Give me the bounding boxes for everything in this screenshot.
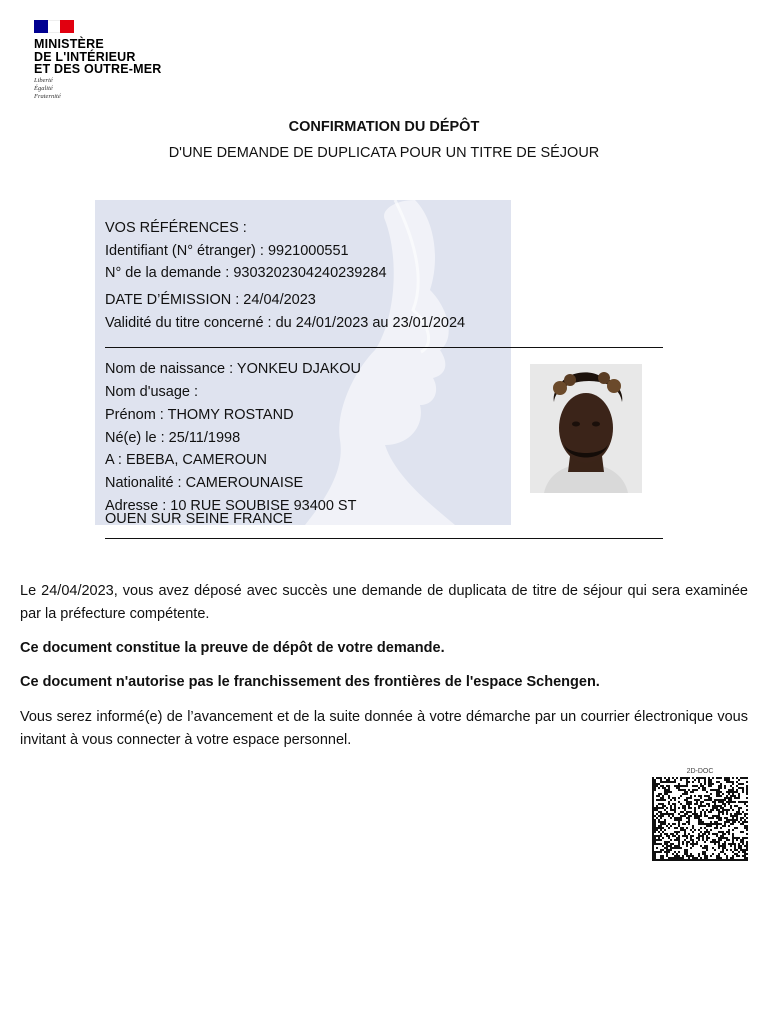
- lieu-naissance: A : EBEBA, CAMEROUN: [105, 452, 267, 468]
- date-naissance: Né(e) le : 25/11/1998: [105, 430, 241, 446]
- numero-demande: N° de la demande : 9303202304240239284: [105, 265, 387, 281]
- paragraph-depot: Le 24/04/2023, vous avez déposé avec succès une demande de duplicata de titre de séjour qui sera examinée par la préfecture compétente.: [20, 583, 748, 622]
- id-photo: [530, 364, 642, 493]
- prenom: Prénom : THOMY ROSTAND: [105, 407, 294, 423]
- motto: [34, 77, 61, 101]
- nom-usage: Nom d'usage :: [105, 384, 199, 400]
- page-subtitle: D'UNE DEMANDE DE DUPLICATA POUR UN TITRE DE SÉJOUR: [168, 145, 600, 161]
- divider-top: [105, 347, 663, 348]
- person-portrait-icon: [530, 364, 642, 493]
- identifiant: Identifiant (N° étranger) : 9921000551: [105, 243, 349, 259]
- nationalite: Nationalité : CAMEROUNAISE: [105, 475, 304, 491]
- adresse-line-1: Adresse : 10 RUE SOUBISE 93400 ST: [105, 498, 357, 514]
- paragraph-schengen: Ce document n'autorise pas le franchissement des frontières de l'espace Schengen.: [20, 674, 600, 690]
- page-title: CONFIRMATION DU DÉPÔT: [288, 119, 480, 135]
- motto-line-2: Égalité: [34, 85, 53, 92]
- adresse-line-2: OUEN SUR SEINE FRANCE: [105, 511, 293, 527]
- paragraph-information: Vous serez informé(e) de l’avancement et de la suite donnée à votre démarche par un courrier électronique vous invitant à vous connecter à votre espace personnel.: [20, 709, 748, 748]
- datamatrix-code-icon: [652, 777, 748, 861]
- motto-line-1: Liberté: [34, 77, 53, 84]
- republique-flag-logo: [34, 20, 74, 33]
- ministry-line-2: DE L'INTÉRIEUR: [34, 49, 136, 64]
- date-emission: DATE D’ÉMISSION : 24/04/2023: [105, 292, 316, 308]
- ministry-line-1: MINISTÈRE: [34, 37, 104, 51]
- nom-naissance: Nom de naissance : YONKEU DJAKOU: [105, 361, 361, 377]
- divider-bottom: [105, 538, 663, 539]
- ministry-line-3: ET DES OUTRE-MER: [34, 62, 162, 76]
- paragraph-preuve: Ce document constitue la preuve de dépôt de votre demande.: [20, 640, 445, 656]
- references-heading: VOS RÉFÉRENCES :: [105, 220, 247, 236]
- datamatrix-label: 2D-DOC: [686, 768, 714, 775]
- validite-titre: Validité du titre concerné : du 24/01/2023 au 23/01/2024: [105, 315, 466, 331]
- ministry-name: [34, 38, 162, 76]
- motto-line-3: Fraternité: [34, 93, 61, 100]
